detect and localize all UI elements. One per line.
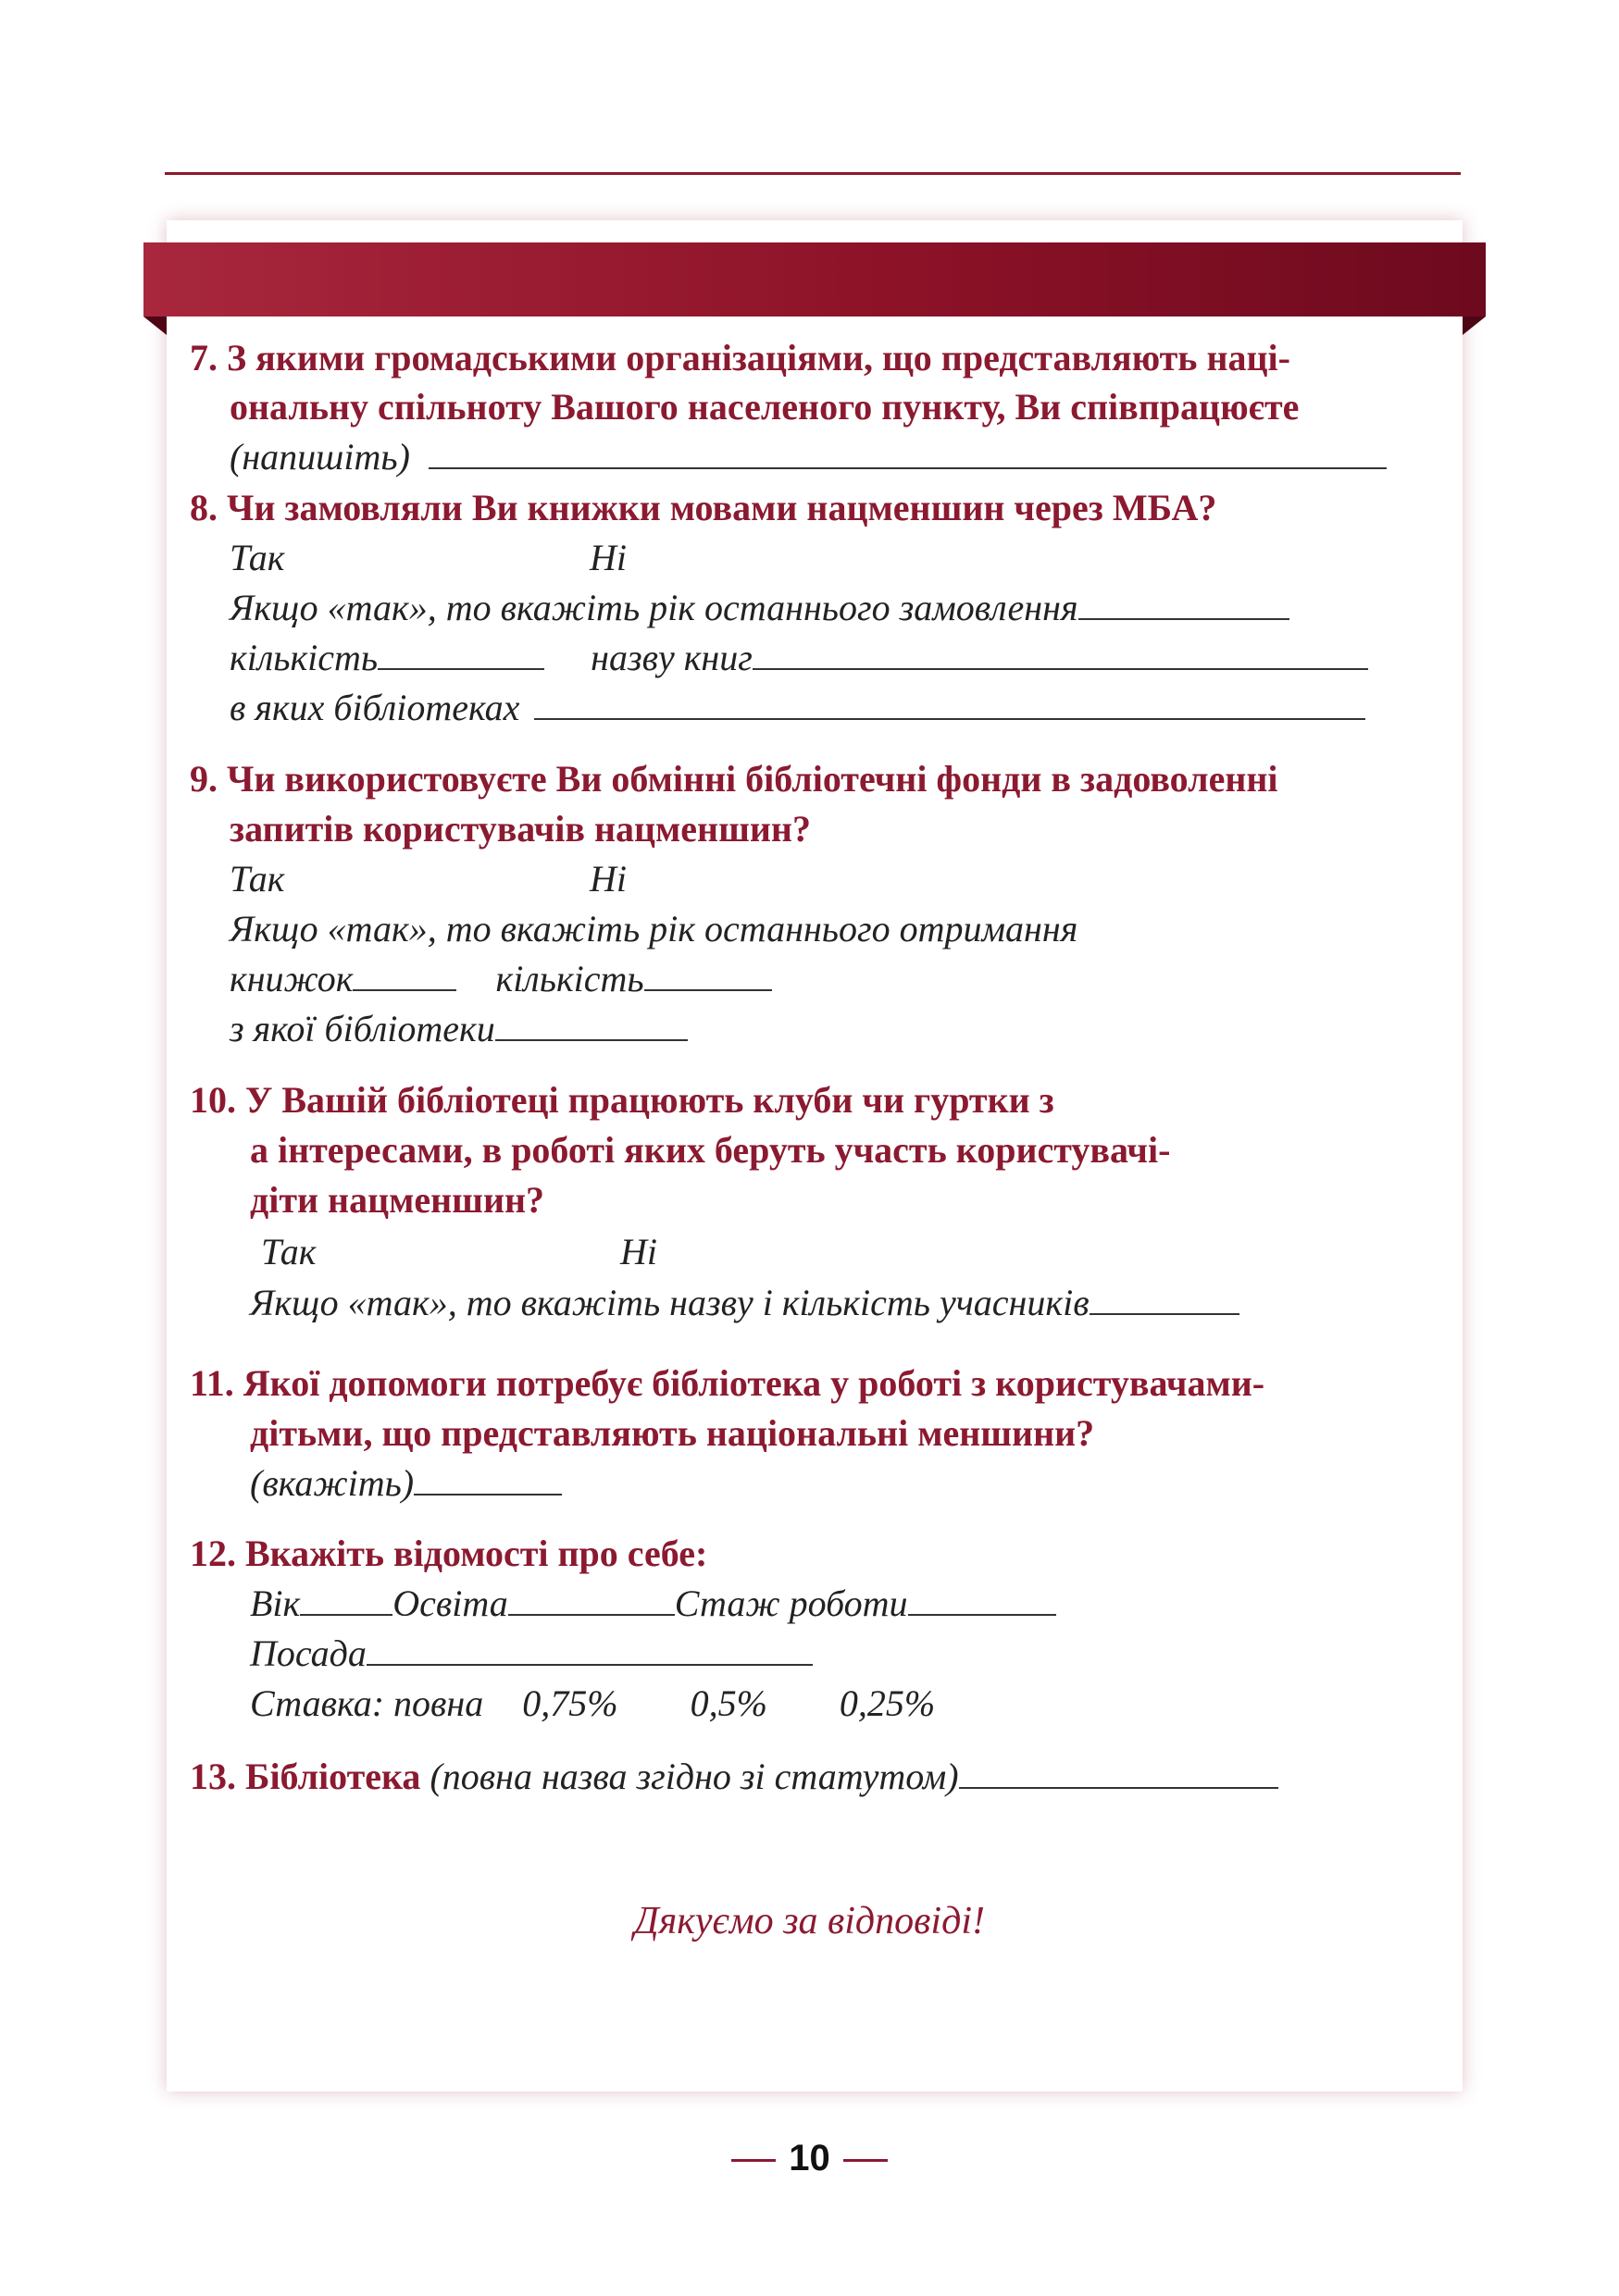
q7-hint: (напишіть) — [230, 436, 410, 478]
q8-book-names-label: назву книг — [591, 637, 753, 678]
question-number: 8. — [190, 487, 218, 528]
q10-option-no[interactable]: Ні — [620, 1231, 657, 1272]
ribbon-fold-left — [143, 316, 167, 335]
q12-education-label: Освіта — [392, 1582, 508, 1624]
ribbon-fold-right — [1463, 316, 1486, 335]
question-number: 10. — [190, 1079, 236, 1121]
q13-hint: (повна назва згідно зі статутом) — [430, 1756, 959, 1797]
question-number: 9. — [190, 758, 218, 800]
q8-option-no[interactable]: Ні — [590, 537, 627, 578]
question-10-line-2: а інтересами, в роботі яких беруть участь користувачі- — [250, 1129, 1171, 1171]
q9-books-label: книжок — [230, 958, 354, 999]
page-number-dash-right — [843, 2159, 888, 2162]
q12-rate-075[interactable]: 0,75% — [522, 1682, 618, 1724]
q7-answer-blank[interactable] — [429, 436, 1387, 469]
q8-quantity-label: кількість — [230, 637, 379, 678]
question-10 — [190, 1075, 1054, 1125]
q7-answer-row — [230, 432, 1387, 482]
question-text: Бібліотека — [245, 1756, 421, 1797]
q9-option-no[interactable]: Ні — [590, 858, 627, 900]
q9-which-library-blank[interactable] — [495, 1008, 688, 1041]
question-11-line-2: дітьми, що представляють національні меншини? — [250, 1412, 1095, 1454]
q12-experience-blank[interactable] — [908, 1582, 1056, 1616]
q9-library-row — [230, 1004, 688, 1054]
q10-option-yes[interactable]: Так — [261, 1231, 317, 1272]
q8-quantity-blank[interactable] — [378, 637, 544, 670]
page-number — [0, 2138, 1619, 2179]
q8-option-yes[interactable]: Так — [230, 537, 285, 578]
q9-if-yes-label: Якщо «так», то вкажіть рік останнього отримання — [230, 908, 1078, 949]
question-number: 7. — [190, 337, 218, 379]
q11-answer-row — [250, 1458, 562, 1508]
q10-participants-row — [250, 1278, 1239, 1328]
q12-age-blank[interactable] — [300, 1582, 392, 1616]
q12-rate-025[interactable]: 0,25% — [839, 1682, 936, 1724]
q13-answer-blank[interactable] — [959, 1756, 1278, 1789]
question-text-line: З якими громадськими організаціями, що представляють наці- — [227, 337, 1290, 379]
q12-experience-label: Стаж роботи — [674, 1582, 908, 1624]
q8-year-row — [230, 583, 1289, 633]
q12-education-blank[interactable] — [508, 1582, 675, 1616]
q9-quantity-label: кількість — [495, 958, 644, 999]
question-number: 12. — [190, 1533, 236, 1574]
q9-books-row — [230, 954, 772, 1004]
q11-hint: (вкажіть) — [250, 1462, 415, 1504]
q8-quantity-row — [230, 633, 1368, 683]
q10-participants-blank[interactable] — [1090, 1282, 1239, 1315]
q12-position-row — [250, 1629, 813, 1679]
q9-option-yes[interactable]: Так — [230, 858, 285, 900]
question-text-line: Чи використовуєте Ви обмінні бібліотечні фонди в задоволенні — [227, 758, 1278, 800]
q12-rate-row — [250, 1679, 935, 1729]
q9-books-blank[interactable] — [353, 958, 456, 991]
q8-libraries-blank[interactable] — [534, 687, 1365, 720]
header-ribbon — [143, 242, 1486, 316]
q8-book-names-blank[interactable] — [753, 637, 1368, 670]
question-text: Чи замовляли Ви книжки мовами нацменшин через МБА? — [227, 487, 1217, 528]
q12-position-blank[interactable] — [367, 1632, 813, 1666]
page-number-value: 10 — [789, 2138, 830, 2178]
page-number-dash-left — [731, 2159, 776, 2162]
q9-quantity-blank[interactable] — [644, 958, 772, 991]
question-12 — [190, 1529, 707, 1579]
question-11 — [190, 1359, 1264, 1409]
question-8 — [190, 483, 1216, 533]
q10-if-yes-label: Якщо «так», то вкажіть назву і кількість учасників — [250, 1282, 1090, 1323]
question-10-line-3: діти нацменшин? — [250, 1179, 545, 1221]
q12-personal-row — [250, 1579, 1056, 1629]
question-text-line: Якої допомоги потребує бібліотека у роботі з користувачами- — [243, 1362, 1265, 1404]
q8-libraries-row — [230, 683, 1365, 733]
question-7 — [190, 333, 1290, 383]
question-7-line-2: ональну спільноту Вашого населеного пункту, Ви співпрацюєте — [230, 386, 1300, 428]
header-rule — [165, 172, 1461, 175]
q8-year-blank[interactable] — [1078, 587, 1289, 620]
q12-age-label: Вік — [250, 1582, 301, 1624]
q8-libraries-label: в яких бібліотеках — [230, 687, 520, 728]
q12-rate-05[interactable]: 0,5% — [690, 1682, 767, 1724]
q9-which-library-label: з якої бібліотеки — [230, 1008, 495, 1049]
q12-rate-label[interactable]: Ставка: повна — [250, 1682, 484, 1724]
question-9-line-2: запитів користувачів нацменшин? — [230, 808, 811, 850]
question-text-line: У Вашій бібліотеці працюють клуби чи гуртки з — [245, 1079, 1054, 1121]
question-number: 11. — [190, 1362, 234, 1404]
question-13 — [190, 1752, 1278, 1802]
q11-answer-blank[interactable] — [414, 1462, 562, 1496]
question-number: 13. — [190, 1756, 236, 1797]
q12-position-label: Посада — [250, 1632, 367, 1674]
question-text: Вкажіть відомості про себе: — [245, 1533, 708, 1574]
thank-you-note: Дякуємо за відповіді! — [634, 1900, 985, 1942]
q8-if-yes-label: Якщо «так», то вкажіть рік останнього замовлення — [230, 587, 1078, 628]
question-9 — [190, 754, 1278, 804]
